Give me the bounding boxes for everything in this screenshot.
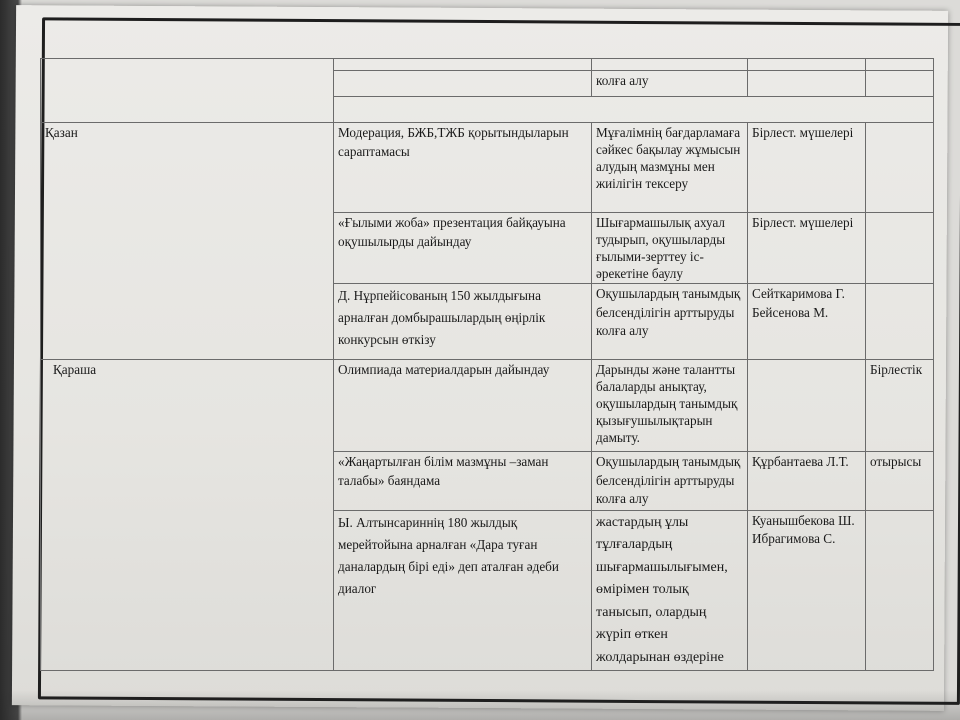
event-cell: Д. Нұрпейісованың 150 жылдығына арналған домбырашылардың өңірлік конкурсын өткізу (334, 284, 592, 360)
event-cell: Ы. Алтынсариннің 180 жылдық мерейтойына арналған «Дара туған даналардың бірі еді» деп аталған әдеби диалог (334, 510, 592, 671)
table-row (41, 123, 934, 213)
goal-cell: Мұғалімнің бағдарламаға сәйкес бақылау жұмысын алудың мазмұны мен жиілігін тексеру (592, 123, 748, 213)
empty-cell (334, 71, 592, 97)
goal-cell: Оқушылардың танымдық белсенділігін арттыруды колға алу (592, 284, 748, 360)
responsible-cell: Құрбантаева Л.Т. (748, 452, 866, 511)
empty-cell (334, 97, 934, 123)
page-shadow (0, 690, 960, 720)
form-cell: Бірлестік (866, 360, 934, 452)
form-cell (866, 213, 934, 284)
event-cell: «Жаңартылған білім мазмұны –заман талабы» баяндама (334, 452, 592, 511)
event-cell: «Ғылыми жоба» презентация байқауына оқушылырды дайындау (334, 213, 592, 284)
event-cell: Модерация, БЖБ,ТЖБ қорытындыларын сараптамасы (334, 123, 592, 213)
responsible-cell: Бірлест. мүшелері (748, 123, 866, 213)
empty-cell (41, 59, 334, 123)
goal-cell: Оқушылардың танымдық белсенділігін арттыруды колға алу (592, 452, 748, 511)
responsible-cell: Сейткаримова Г. Бейсенова М. (748, 284, 866, 360)
responsible-cell: Куанышбекова Ш. Ибрагимова С. (748, 510, 866, 671)
empty-cell (748, 59, 866, 71)
form-cell (866, 510, 934, 671)
goal-cell: жастардың ұлы тұлғалардың шығармашылығымен, өмірімен толық танысып, олардың жүріп өткен жолдарынан өздеріне (592, 510, 748, 671)
table-row (41, 360, 934, 452)
form-cell (866, 284, 934, 360)
form-cell: отырысы (866, 452, 934, 511)
responsible-cell (748, 360, 866, 452)
table-row (41, 59, 934, 71)
month-cell: Қазан (41, 123, 334, 360)
responsible-cell: Бірлест. мүшелері (748, 213, 866, 284)
goal-cell: колға алу (592, 71, 748, 97)
empty-cell (866, 59, 934, 71)
goal-cell: Шығармашылық ахуал тудырып, оқушыларды ғылыми-зерттеу іс-әрекетіне баулу (592, 213, 748, 284)
empty-cell (592, 59, 748, 71)
empty-cell (866, 71, 934, 97)
empty-cell (334, 59, 592, 71)
form-cell (866, 123, 934, 213)
empty-cell (748, 71, 866, 97)
plan-table (40, 58, 934, 671)
goal-cell: Дарынды және талантты балаларды анықтау, оқушылардың танымдық қызығушылықтарын дамыту. (592, 360, 748, 452)
month-cell: Қараша (41, 360, 334, 671)
event-cell: Олимпиада материалдарын дайындау (334, 360, 592, 452)
